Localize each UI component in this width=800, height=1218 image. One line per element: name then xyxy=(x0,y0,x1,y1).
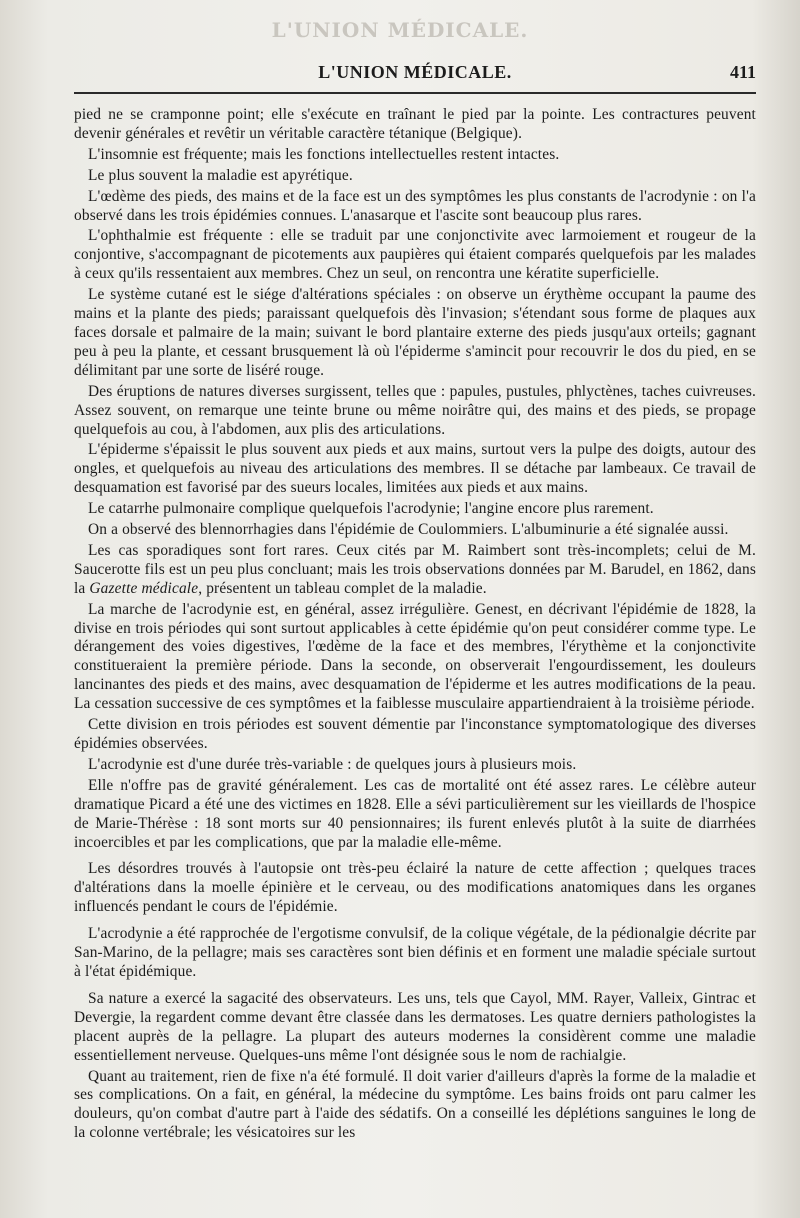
paragraph: L'acrodynie est d'une durée très-variable : de quelques jours à plusieurs mois. xyxy=(88,755,577,773)
paragraph: L'acrodynie a été rapprochée de l'ergotisme convulsif, de la colique végétale, de la pédionalgie décrite par San-Marino, de la pellagre; mais ses caractères sont bien définis et en forment une maladie spéciale surtout à l'état épidémique. xyxy=(74,925,757,980)
show-through-header: L'UNION MÉDICALE. xyxy=(271,18,529,42)
paragraph: Les désordres trouvés à l'autopsie ont très-peu éclairé la nature de cette affection ; quelques traces d'altérations dans la moelle épinière et le cerveau, ou des modifications anatomiques dans les organes influencés pendant le cours de l'épidémie. xyxy=(74,860,756,916)
running-header xyxy=(74,60,756,94)
paragraph: Elle n'offre pas de gravité généralement. Les cas de mortalité ont été assez rares. Le célèbre auteur dramatique Picard a été une des victimes en 1828. Elle a sévi particulièrement sur les vieillards de l'hospice de Marie-Thérèse : 18 sont morts sur 40 pensionnaires; ils furent enlevés plutôt à la suite de diarrhées incoercibles et par les complications, que par la maladie elle-même. xyxy=(74,776,756,851)
paragraph: L'ophthalmie est fréquente : elle se traduit par une conjonctivite avec larmoiement et rougeur de la conjontive, s'accompagnant de picotements aux paupières qui étaient comparés quelquefois par les malades à ceux qu'ils ressentaient aux membres. Chez un seul, on rencontra une kératite superficielle. xyxy=(74,227,756,283)
paragraph: L'insomnie est fréquente; mais les fonctions intellectuelles restent intactes. xyxy=(88,145,560,163)
paragraph: Des éruptions de natures diverses surgissent, telles que : papules, pustules, phlyctènes, taches cuivreuses. Assez souvent, on remarque une teinte brune ou même noirâtre qui, des mains et des pieds, se propage quelquefois au cou, à l'abdomen, aux plis des articulations. xyxy=(74,382,756,438)
paragraph: La marche de l'acrodynie est, en général, assez irrégulière. Genest, en décrivant l'épidémie de 1828, la divise en trois périodes qui sont surtout applicables à cette épidémie qu'on peut considérer comme type. Le dérangement des voies digestives, l'œdème de la face et des membres, l'érythème et la conjonctivite constitueraient la première période. Dans la seconde, on observerait l'engourdissement, les douleurs lancinantes des pieds et des mains, avec desquamation de l'épiderme et les autres modifications de la peau. La cessation successive de ces symptômes et la faiblesse musculaire appartiendraient à la troisième période. xyxy=(74,600,756,713)
paragraph: Sa nature a exercé la sagacité des observateurs. Les uns, tels que Cayol, MM. Rayer, Valleix, Gintrac et Devergie, la regardent comme devant être classée dans les dermatoses. Les quatre derniers pathologistes la placent auprès de la pellagre. La plupart des auteurs modernes la considèrent comme une maladie essentiellement nerveuse. Quelques-uns même l'ont désignée sous le nom de rachialgie. xyxy=(74,989,756,1064)
paragraph: L'œdème des pieds, des mains et de la face est un des symptômes les plus constants de l'acrodynie : on l'a observé dans les trois épidémies connues. L'anasarque et l'ascite sont beaucoup plus rares. xyxy=(74,187,756,224)
article-body xyxy=(74,106,756,1145)
paragraph: On a observé des blennorrhagies dans l'épidémie de Coulommiers. L'albuminurie a été signalée aussi. xyxy=(88,521,729,539)
page-number: 411 xyxy=(729,62,756,82)
paragraph: Le catarrhe pulmonaire complique quelquefois l'acrodynie; l'angine encore plus rarement. xyxy=(88,500,654,518)
paragraph: Le plus souvent la maladie est apyrétique. xyxy=(88,166,353,184)
paragraph: L'épiderme s'épaissit le plus souvent aux pieds et aux mains, surtout vers la pulpe des doigts, autour des ongles, et quelquefois au niveau des articulations des membres. Il se détache par lambeaux. Ce travail de desquamation est favorisé par des sueurs locales, limitées aux pieds et aux mains. xyxy=(74,441,756,497)
paragraph: Quant au traitement, rien de fixe n'a été formulé. Il doit varier d'ailleurs d'après la forme de la maladie et ses complications. On a fait, en général, la médecine du symptôme. Les bains froids ont paru calmer les douleurs, qu'on combat d'autre part à l'aide des sédatifs. On a conseillé les déplétions sanguines le long de la colonne vertébrale; les vésicatoires sur les xyxy=(74,1067,756,1142)
paragraph: Cette division en trois périodes est souvent démentie par l'inconstance symptomatologique des diverses épidémies observées. xyxy=(74,716,756,752)
paragraph: pied ne se cramponne point; elle s'exécute en traînant le pied par la pointe. Les contractures peuvent devenir générales et revêtir un véritable caractère tétanique (Belgique). xyxy=(74,106,756,142)
paragraph: Les cas sporadiques sont fort rares. Ceux cités par M. Raimbert sont très-incomplets; celui de M. Saucerotte fils est un peu plus concluant; mais les trois observations données par M. Barudel, en 1862, dans la Gazette médicale, présentent un tableau complet de la maladie. xyxy=(74,541,756,597)
journal-reference: Gazette médicale xyxy=(89,579,199,597)
paragraph: Le système cutané est le siége d'altérations spéciales : on observe un érythème occupant la paume des mains et la plante des pieds; paraissant quelquefois dès l'invasion; s'étendant sous forme de plaques aux faces dorsale et palmaire de la main; suivant le bord plantaire externe des pieds jusqu'aux orteils; gagnant peu à peu la plante, et cessant brusquement là où l'épiderme s'amincit pour recouvrir le dos du pied, en se délimitant par une sorte de liséré rouge. xyxy=(74,286,756,379)
journal-title: L'UNION MÉDICALE. xyxy=(318,62,512,82)
